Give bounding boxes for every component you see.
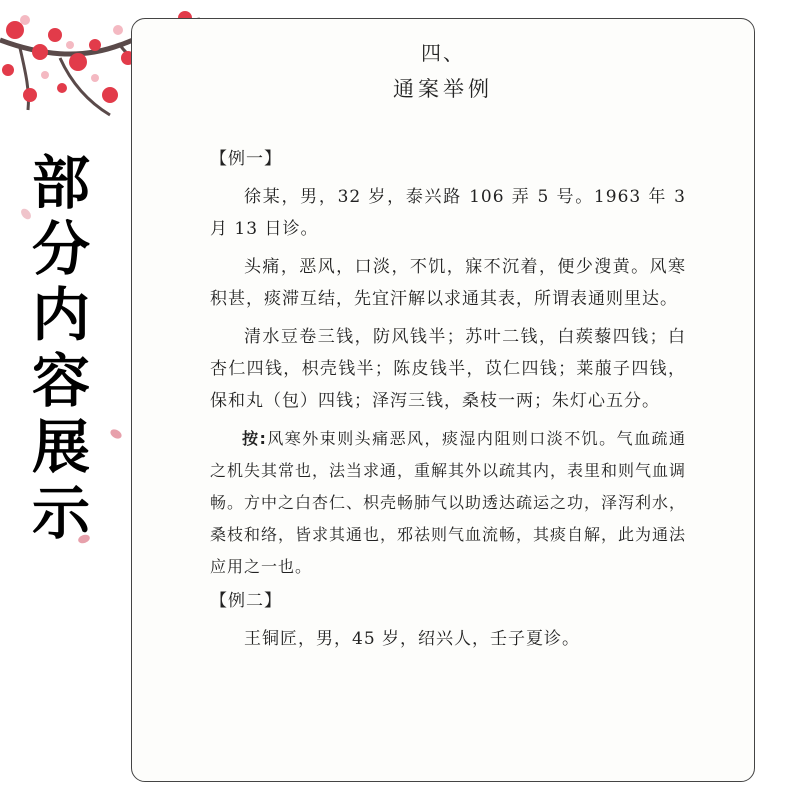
side-title-char: 展 [31,413,90,481]
note-paragraph [210,423,686,583]
note-text: 风寒外束则头痛恶风，痰湿内阻则口淡不饥。气血疏通之机失其常也，法当求通，重解其外以疏其内，表里和则气血调畅。方中之白杏仁、枳壳畅肺气以助透达疏运之功，泽泻利水，桑枝和络，皆求其通也，邪祛则气血流畅，其痰自解，此为通法应用之一也。 [210,429,687,576]
book-page [131,18,755,782]
paragraph: 王铜匠，男，45 岁，绍兴人，壬子夏诊。 [244,629,581,649]
side-title-char: 容 [31,347,90,415]
example-label: 【例一】 [210,149,282,169]
example-label: 【例二】 [210,591,282,611]
side-title-char: 示 [31,479,90,547]
falling-petal [109,428,123,441]
side-title-char: 分 [31,215,90,283]
section-number: 四、 [421,41,465,65]
side-title [26,150,96,546]
paragraph: 徐某，男，32 岁，泰兴路 106 弄 5 号。1963 年 3 月 13 日诊。 [210,187,686,239]
side-title-char: 内 [31,281,90,349]
section-title: 通案举例 [393,77,493,101]
note-lead: 按: [242,429,267,448]
side-title-char: 部 [31,149,90,217]
paragraph: 清水豆卷三钱，防风钱半；苏叶二钱，白蒺藜四钱；白杏仁四钱，枳壳钱半；陈皮钱半，苡仁四钱；莱菔子四钱，保和丸（包）四钱；泽泻三钱，桑枝一两；朱灯心五分。 [210,327,686,411]
paragraph: 头痛，恶风，口淡，不饥，寐不沉着，便少溲黄。风寒积甚，痰滞互结，先宜汗解以求通其表，所谓表通则里达。 [210,257,686,309]
page-body [210,143,686,655]
